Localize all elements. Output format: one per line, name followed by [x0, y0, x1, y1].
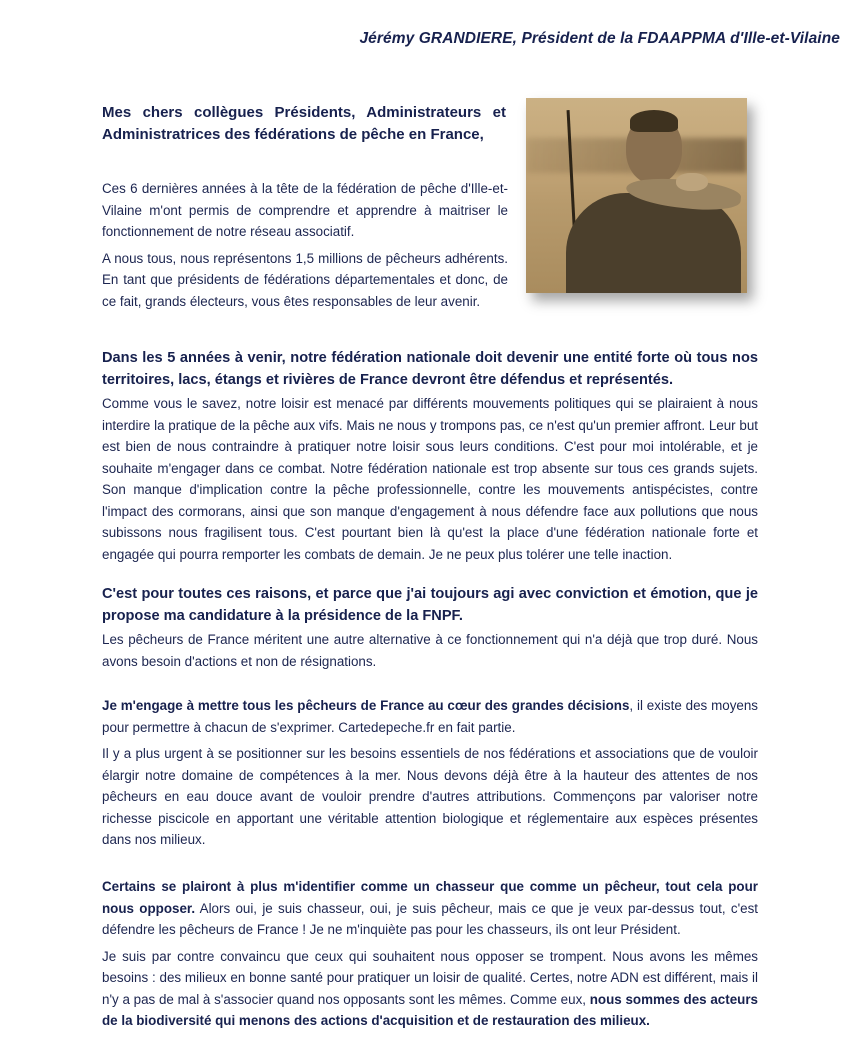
intro-paragraph: Ces 6 dernières années à la tête de la fédération de pêche d'Ille-et-Vilaine m'ont permis de comprendre et apprendre à maitriser le fonctionnement de notre réseau associatif. — [102, 181, 508, 239]
section-body-bold: nous sommes des acteurs de la biodiversité qui menons des actions d'acquisition et de restauration des milieux. — [102, 991, 758, 1028]
photo-hand — [676, 173, 708, 191]
greeting-heading: Mes chers collègues Présidents, Administrateurs et Administratrices des fédérations de pêche en France, — [102, 104, 506, 143]
portrait-image — [526, 98, 747, 293]
section-hunter-fisher — [102, 876, 758, 1032]
section-lead-paragraph — [102, 876, 758, 941]
section-lead: Dans les 5 années à venir, notre fédération nationale doit devenir une entité forte où tous nos territoires, lacs, étangs et rivières de France devront être défendus et représentés. — [102, 350, 758, 388]
section-engagement — [102, 695, 758, 851]
section-lead-paragraph — [102, 695, 758, 738]
section-national-federation — [102, 347, 758, 565]
section-lead-bold: Certains se plairont à plus m'identifier comme un chasseur que comme un pêcheur, tout cela pour nous opposer. — [102, 879, 758, 916]
section-body: Il y a plus urgent à se positionner sur les besoins essentiels de nos fédérations et associations que de vouloir élargir notre domaine de compétences à la mer. Nous devons déjà être à la hauteur des attentes de nos pêcheurs en eau douce avant de vouloir prendre d'autres attributions. Commençons par valoriser notre richesse piscicole en apportant une véritable attention biologique et réglementaire aux espèces présentes dans nos milieux. — [102, 746, 758, 847]
section-body: Comme vous le savez, notre loisir est menacé par différents mouvements politiques qui se plairaient à nous interdire la pratique de la pêche aux vifs. Mais ne nous y trompons pas, ce n'est qu'un premier affront. Leur but est bien de nous contraindre à pratiquer notre loisir sous leurs conditions. C'est pour moi intolérable, et je souhaite m'engager dans ce combat. Notre fédération nationale est trop absente sur tous ces grands sujets. Son manque d'implication contre la pêche professionnelle, contre les mouvements antispécistes, contre l'impact des cormorans, ainsi que son manque d'engagement à nous défendre face aux pollutions que nous subissons nous fragilisent tous. C'est pourtant bien là qu'est la place d'une fédération nationale forte et engagée qui pourra remporter les combats de demain. Je ne peux plus tolérer une telle inaction. — [102, 396, 758, 562]
section-body — [102, 946, 758, 1032]
section-body-text: Je suis par contre convaincu que ceux qui souhaitent nous opposer se trompent. Nous avons les mêmes besoins : des milieux en bonne santé pour pratiquer un loisir de qualité. Certes, notre ADN est différent, mais il n'y a pas de mal à s'associer quand nos opposants sont les mêmes. Comme eux, — [102, 948, 758, 1007]
section-lead: C'est pour toutes ces raisons, et parce que j'ai toujours agi avec conviction et émotion, que je propose ma candidature à la présidence de la FNPF. — [102, 586, 758, 624]
section-body: Les pêcheurs de France méritent une autre alternative à ce fonctionnement qui n'a déjà que trop duré. Nous avons besoin d'actions et non de résignations. — [102, 632, 758, 669]
portrait-photo — [526, 98, 747, 293]
intro-paragraph: A nous tous, nous représentons 1,5 millions de pêcheurs adhérents. En tant que présidents de fédérations départementales et donc, de ce fait, grands électeurs, vous êtes responsables de leur avenir. — [102, 250, 508, 309]
section-lead-rest: , il existe des moyens pour permettre à chacun de s'exprimer. Cartedepeche.fr en fait partie. — [102, 698, 758, 735]
section-candidacy — [102, 583, 758, 672]
section-lead-bold: Je m'engage à mettre tous les pêcheurs de France au cœur des grandes décisions — [102, 698, 630, 713]
section-lead-rest: Alors oui, je suis chasseur, oui, je suis pêcheur, mais ce que je veux par-dessus tout, c'est défendre les pêcheurs de France ! Je ne m'inquiète pas pour les chasseurs, ils ont leur Président. — [102, 900, 758, 937]
intro-block — [102, 178, 508, 317]
photo-person-hair — [630, 110, 678, 132]
author-signature-header: Jérémy GRANDIERE, Président de la FDAAPPMA d'Ille-et-Vilaine — [359, 30, 840, 47]
